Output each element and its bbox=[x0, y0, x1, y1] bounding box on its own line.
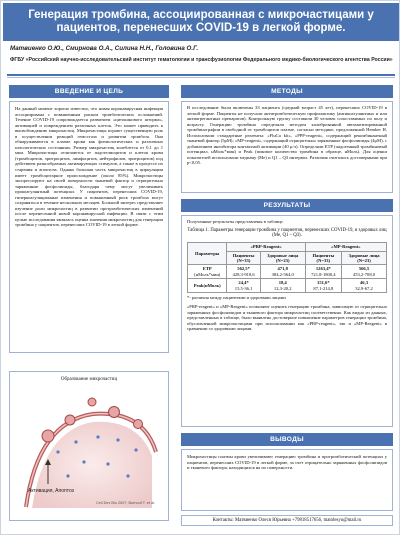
table-row: ETP (нМоль*мин) 562,5* 428,3-918,6 471,8 384,2-564,0 1263,4* 721,8-1800,4 566,5 453,2-708,0 bbox=[188, 265, 387, 279]
intro-box bbox=[9, 101, 169, 353]
authors: Матвиенко О.Ю., Смирнова О.А., Силина Н.Н., Головина О.Г. bbox=[10, 45, 199, 52]
affiliation: ФГБУ «Российский научно-исследовательский институт гематологии и трансфузиологии Федерального медико-биологического агентства России» bbox=[10, 57, 393, 63]
table-row: Peak(нМоль) 24,4* 15,5-36,1 18,4 12,3-20,2 151,6* 87,1-214,8 46,3 32,9-67,2 bbox=[188, 279, 387, 293]
conclusions-text: Микрочастицы плазмы крови увеличивают генерацию тромбина и протромботический потенциал у пациентов, перенесших COVID-19 в легкой форме, за счет отрицательно заряженных фосфолипидов и тканевого фактора, находящихся на их поверхности. bbox=[187, 454, 387, 471]
image-caption: Образование микрочастиц bbox=[60, 377, 118, 382]
intro-heading: ВВЕДЕНИЕ И ЦЕЛЬ bbox=[9, 85, 169, 98]
table-footnote: *- различия между пациентами и здоровыми лицами bbox=[187, 294, 286, 300]
image-box bbox=[9, 371, 169, 521]
results-heading: РЕЗУЛЬТАТЫ bbox=[181, 199, 393, 212]
results-table bbox=[187, 242, 387, 293]
results-text: «PRP-reagent» и «MP-Reagent» позволяют оценить генерацию тромбина, зависимую от отрицательно заряженных фосфолипидов и тканевого фактора микрочастиц соответственно. Как видно из данных, представленных в таблице, было выявлено достоверное повышение параметров генерации тромбина, обусловленной микрочастицами при использовании как «PRP-reagent», так и «MP-Reagent» в сравнении со здоровыми лицами. bbox=[187, 304, 387, 332]
methods-box bbox=[181, 101, 393, 193]
results-box bbox=[181, 215, 393, 427]
poster-title: Генерация тромбина, ассоциированная с микрочастицами у пациентов, перенесших COVID-19 в легкой форме. bbox=[3, 3, 399, 41]
group-mp: «MP-Reagent» bbox=[305, 243, 386, 251]
conclusions-box bbox=[181, 449, 393, 511]
col-patients-prp: Пациенты (N=33) bbox=[227, 251, 260, 265]
col-healthy-mp: Здоровые лица (N=23) bbox=[341, 251, 386, 265]
conclusions-heading: ВЫВОДЫ bbox=[181, 433, 393, 446]
activation-label: Активация, Апоптоз bbox=[28, 488, 74, 494]
methods-heading: МЕТОДЫ bbox=[181, 85, 393, 98]
results-intro: Полученные результаты представлены в таблице. bbox=[187, 219, 284, 224]
col-patients-mp: Пациенты (N=33) bbox=[305, 251, 341, 265]
intro-text: На данный момент хорошо известно, что новая коронавирусная инфекция ассоциирована с повышенным риском тромботических осложнений. Течение COVID-19 сопровождается развитием «цитокинового шторма», активацией и повреждением различных клеток. Это может приводить к высвобождению микрочастиц. Микрочастицы играют существенную роль в осуществлении реакций гемостаза и развитии тромбоза. Они обнаруживаются в плазме крови как физиологических и различных патологических состояниях. Размер микрочастиц колеблется от 0,1 до 1 мкм. Микрочастицы отличаются от эндотелиоцитов и клеток крови (тромбоцитов, эритроцитов, лимфоцитов, нейтрофилов, эритроцитов) под действием разнообразных активирующих стимулов, а также в процессе их старения и апоптоза. Однако большая часть микрочастиц в циркуляции имеет тромбоцитарное происхождение (около 85%). Микрочастицы экспрессируют на своей поверхности тканевой фактор и отрицательно заряженные фосфолипиды, благодаря чему могут увеличивать прокоагулянтный потенциал. У пациентов, перенесших COVID-19, гиперкоагуляционные изменения и повышенный риск тромбоза могут сохраняться в течение нескольких месяцев. Большой интерес представляет изучение роли микрочастиц в развитии протромботических изменений после перенесенной новой коронавирусной инфекции. В связи с этим целью исследования являлась оценка значения микрочастиц для генерации тромбина у пациентов, перенесших COVID-19 в легкой форме. bbox=[15, 106, 163, 228]
image-credit: Cell Dev Bio 2007; Burnouf T. et al. bbox=[96, 501, 156, 505]
divider bbox=[7, 74, 395, 76]
table-title: Таблица 1. Параметры генерации тромбина у пациентов, перенесших COVID-19, и здоровых лиц (Me, Q1 – Q3). bbox=[187, 227, 387, 239]
contacts: Контакты: Матвиенко Олеся Юрьевна +79818517656, matolesyu@mail.ru bbox=[181, 515, 393, 526]
col-healthy-prp: Здоровые лица (N=23) bbox=[260, 251, 305, 265]
group-prp: «PRP-Reagent» bbox=[227, 243, 305, 251]
col-param: Параметры bbox=[188, 243, 227, 265]
methods-text: В исследование были включены 33 пациента (средний возраст 45 лет), перенесших COVID-19 в легкой форме. Пациенты не получали антитромботическую профилактику (антикоагулянтных и или антиагрегантных препаратов). Контрольную группу составили 30 человек сопоставимых по полу и возрасту. Генерацию тромбина определяли методом калиброванной автоматизированной тромбинографии в свободной от тромбоцитов плазме, согласно методике, предложенной Hemker H. Использовали стандартные реагенты: «FluCa kit», «PPP-reagent», содержащий рекомбинантный тканевой фактор (5pM); «MP-reagent», содержащий отрицательно заряженные фосфолипиды (4μM), с добавлением ингибитора контактной активации (40 μ/л). Определяли ETP (эндогенный тромбиновый потенциал, нМоль*мин) и Peak (пиковое количество тромбина в образце, нМоль). Для оценки показателей использовали медиану (Me) и Q1 – Q3 интервал. Различия считались достоверными при p<0,05. bbox=[187, 105, 387, 166]
microparticle-formation-diagram bbox=[18, 392, 160, 512]
divider-thin bbox=[7, 77, 395, 78]
